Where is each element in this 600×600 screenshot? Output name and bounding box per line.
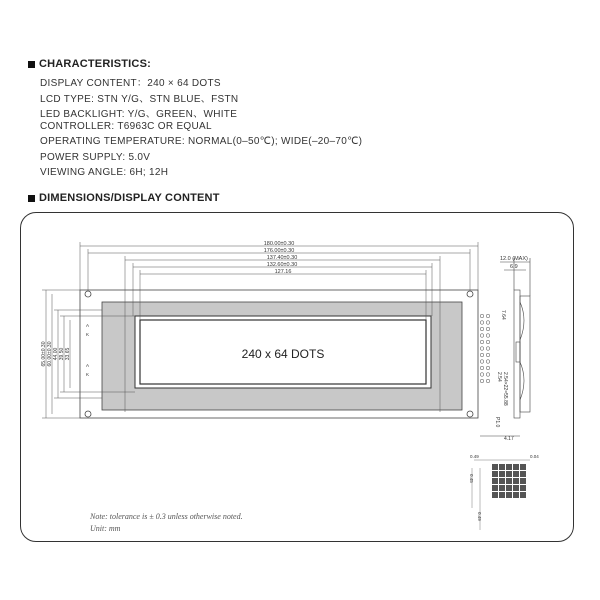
spec-line: POWER SUPPLY: 5.0V bbox=[40, 151, 151, 163]
pin-hole-icon bbox=[486, 347, 490, 351]
dot-cell bbox=[499, 485, 505, 491]
pin-hole-icon bbox=[480, 321, 484, 325]
pin-hole-icon bbox=[480, 379, 484, 383]
dim-label: 4.17 bbox=[504, 436, 514, 442]
spec-line: CONTROLLER: T6963C OR EQUAL bbox=[40, 120, 212, 132]
dot-cell bbox=[499, 478, 505, 484]
dim-label: 0.49 bbox=[470, 454, 479, 459]
pin-hole-icon bbox=[480, 366, 484, 370]
pin-hole-icon bbox=[480, 314, 484, 318]
svg-text:K: K bbox=[86, 332, 90, 337]
dot-cell bbox=[513, 492, 519, 498]
pin-hole-icon bbox=[486, 379, 490, 383]
dot-cell bbox=[506, 492, 512, 498]
spec-line: DISPLAY CONTENT：240 × 64 DOTS bbox=[40, 78, 221, 89]
pin-hole-icon bbox=[486, 373, 490, 377]
mount-hole-icon bbox=[85, 411, 91, 417]
pin-hole-icon bbox=[480, 373, 484, 377]
dot-matrix-detail bbox=[492, 464, 526, 498]
dot-cell bbox=[506, 485, 512, 491]
pin-hole-icon bbox=[486, 340, 490, 344]
dim-label: 132.60±0.30 bbox=[266, 262, 298, 268]
spec-line: VIEWING ANGLE: 6H; 12H bbox=[40, 167, 169, 178]
dot-cell bbox=[506, 471, 512, 477]
pin-hole-icon bbox=[480, 327, 484, 331]
bullet-square-icon bbox=[28, 61, 35, 68]
dot-cell bbox=[506, 464, 512, 470]
pin-hole-icon bbox=[486, 366, 490, 370]
dot-cell bbox=[513, 464, 519, 470]
pin-hole-icon bbox=[480, 353, 484, 357]
dim-label: 60.00±0.30 bbox=[47, 341, 53, 367]
mount-hole-icon bbox=[467, 411, 473, 417]
pin-hole-icon bbox=[486, 314, 490, 318]
dimension-drawing bbox=[20, 212, 574, 542]
dot-cell bbox=[499, 492, 505, 498]
dim-label: 137.40±0.30 bbox=[266, 255, 298, 261]
dim-label: 39.50 bbox=[59, 347, 65, 361]
dim-label: 6.9 bbox=[510, 264, 518, 270]
pin-hole-icon bbox=[480, 334, 484, 338]
spec-line: LCD TYPE: STN Y/G、STN BLUE、FSTN bbox=[40, 93, 239, 105]
dot-cell bbox=[492, 478, 498, 484]
dim-label: 2.54 bbox=[496, 372, 502, 382]
unit-note: Unit: mm bbox=[90, 524, 121, 533]
dot-cell bbox=[513, 478, 519, 484]
pin-hole-icon bbox=[480, 347, 484, 351]
dot-cell bbox=[506, 478, 512, 484]
spec-line: LED BACKLIGHT: Y/G、GREEN、WHITE bbox=[40, 109, 238, 120]
dot-cell bbox=[492, 492, 498, 498]
dot-cell bbox=[492, 471, 498, 477]
dim-label: P1.0 bbox=[494, 417, 500, 428]
svg-text:A: A bbox=[86, 363, 90, 368]
characteristics-heading: CHARACTERISTICS: bbox=[28, 58, 151, 70]
dim-label: 0.04 bbox=[530, 454, 539, 459]
pin-hole-icon bbox=[480, 340, 484, 344]
dim-label: 65.00±0.30 bbox=[41, 341, 47, 367]
dot-cell bbox=[520, 478, 526, 484]
dimensions-heading: DIMENSIONS/DISPLAY CONTENT bbox=[28, 192, 220, 204]
pin-hole-icon bbox=[486, 360, 490, 364]
dim-label: 180.00±0.30 bbox=[263, 241, 295, 247]
svg-text:A: A bbox=[86, 323, 90, 328]
dot-cell bbox=[513, 471, 519, 477]
dot-cell bbox=[520, 471, 526, 477]
spec-line: OPERATING TEMPERATURE: NORMAL(0–50℃); WIDE(–20–70℃) bbox=[40, 136, 363, 147]
dim-label: 2.54×22=55.88 bbox=[502, 372, 508, 406]
pin-header bbox=[480, 314, 490, 383]
dot-cell bbox=[513, 485, 519, 491]
tolerance-note: Note: tolerance is ± 0.3 unless otherwise noted. bbox=[90, 512, 243, 521]
pin-hole-icon bbox=[486, 334, 490, 338]
dot-cell bbox=[499, 471, 505, 477]
dot-cell bbox=[492, 464, 498, 470]
mount-hole-icon bbox=[85, 291, 91, 297]
dot-cell bbox=[499, 464, 505, 470]
dot-cell bbox=[520, 492, 526, 498]
svg-text:K: K bbox=[86, 372, 90, 377]
dim-label: 0.49 bbox=[477, 512, 482, 521]
pin-hole-icon bbox=[486, 321, 490, 325]
pin-hole-icon bbox=[480, 360, 484, 364]
mount-hole-icon bbox=[467, 291, 473, 297]
dim-label: 7.64 bbox=[500, 310, 506, 320]
dim-label: 44.00 bbox=[53, 347, 59, 361]
dim-label: 12.0 (MAX) bbox=[500, 256, 528, 262]
dim-label: 176.00±0.30 bbox=[263, 248, 295, 254]
dot-cell bbox=[492, 485, 498, 491]
dim-label: 127.16 bbox=[274, 269, 292, 275]
dot-cell bbox=[520, 464, 526, 470]
pin-hole-icon bbox=[486, 353, 490, 357]
display-content-label: 240 x 64 DOTS bbox=[241, 347, 325, 361]
pin-hole-icon bbox=[486, 327, 490, 331]
dim-label: 33.65 bbox=[65, 347, 71, 361]
dot-cell bbox=[520, 485, 526, 491]
bullet-square-icon bbox=[28, 195, 35, 202]
dim-label: 0.45 bbox=[469, 474, 474, 483]
